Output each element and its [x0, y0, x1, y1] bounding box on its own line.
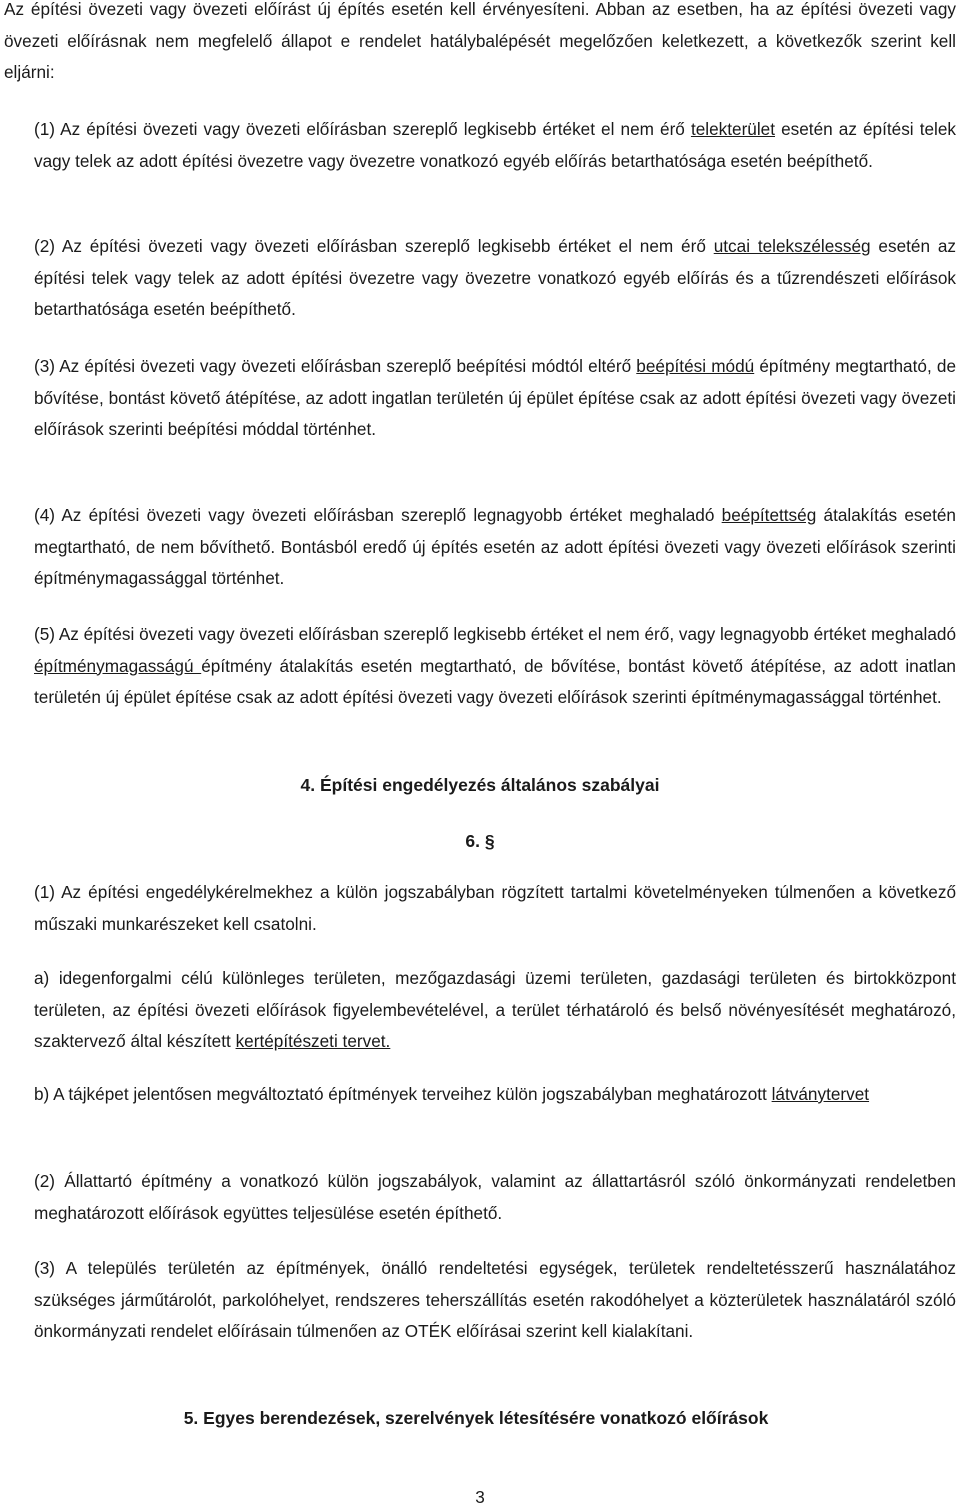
paragraph-1 — [4, 114, 956, 177]
page-number: 3 — [475, 1487, 485, 1507]
term-beepitesi-modu: beépítési módú — [636, 356, 755, 376]
paragraph-3-text: (3) Az építési övezeti vagy övezeti előírásban szereplő beépítési módtól eltérő — [34, 356, 637, 376]
term-beepitettseg: beépítettség — [721, 505, 817, 525]
paragraph-5 — [4, 619, 956, 714]
section-4-heading: 4. Építési engedélyezés általános szabályai — [300, 775, 660, 795]
s6-point-2-text: (2) Állattartó építmény a vonatkozó külön jogszabályok, valamint az állattartásról szóló önkormányzati rendeletben meghatározott előírások együttes teljesülése esetén építhető. — [34, 1171, 956, 1223]
s6-point-1-text: (1) Az építési engedélykérelmekhez a külön jogszabályban rögzített tartalmi követelményeken túlmenően a következő műszaki munkarészeket kell csatolni. — [34, 882, 956, 934]
s6-point-1b-text: b) A tájképet jelentősen megváltoztató építmények terveihez külön jogszabályban meghatározott — [34, 1084, 772, 1104]
paragraph-2-text-end: esetén az építési telek vagy telek az adott építési övezetre vagy övezetre vonatkozó egyéb előírás és a tűzrendészeti előírások betarthatósága esetén beépíthető. — [34, 236, 956, 319]
s6-point-1b — [4, 1079, 956, 1111]
section-5-heading: 5. Egyes berendezések, szerelvények létesítésére vonatkozó előírások — [183, 1408, 769, 1428]
s6-point-1a-text: a) idegenforgalmi célú különleges területen, mezőgazdasági üzemi területen, gazdasági területen és birtokközpont területen, az építési övezeti előírások figyelembevételével, a terület térhatároló és belső növényesítését meghatározó, szaktervező által készített — [34, 968, 956, 1051]
term-kertepiteszeti-terv: kertépítészeti tervet. — [235, 1031, 391, 1051]
paragraph-2 — [4, 231, 956, 326]
paragraph-4-text-end: átalakítás esetén megtartható, de nem bővíthető. Bontásból eredő új építés esetén az adott építési övezeti vagy övezeti előírások szerinti építménymagassággal történhet. — [34, 505, 956, 588]
s6-point-3 — [4, 1253, 956, 1348]
term-telekterulet: telekterület — [690, 119, 776, 139]
s6-point-1 — [4, 877, 956, 940]
paragraph-5-text: (5) Az építési övezeti vagy övezeti előírásban szereplő legkisebb értéket el nem érő, vagy legnagyobb értéket meghaladó — [34, 624, 956, 644]
intro-paragraph — [4, 0, 956, 89]
paragraph-1-text: (1) Az építési övezeti vagy övezeti előírásban szereplő legkisebb értéket el nem érő — [34, 119, 691, 139]
paragraph-4 — [4, 500, 956, 595]
paragraph-2-text: (2) Az építési övezeti vagy övezeti előírásban szereplő legkisebb értéket el nem érő — [34, 236, 714, 256]
term-utcai-telekszelesseg: utcai telekszélesség — [713, 236, 871, 256]
paragraph-5-text-end: építmény átalakítás esetén megtartható, de bővítése, bontást követő átépítése, az adott inatlan területén új épület építése csak az adott építési övezeti vagy övezeti előírások szerinti építménymagassággal történhet. — [34, 655, 956, 707]
paragraph-1-text-end: esetén az építési telek vagy telek az adott építési övezetre vagy övezetre vonatkozó egyéb előírás betarthatósága esetén beépíthető. — [34, 119, 956, 171]
term-epitmenymagassagu: építménymagasságú — [34, 655, 202, 676]
paragraph-4-text: (4) Az építési övezeti vagy övezeti előírásban szereplő legnagyobb értéket meghaladó — [34, 505, 722, 525]
s6-point-2 — [4, 1166, 956, 1229]
s6-point-3-text: (3) A település területén az építmények, önálló rendeltetési egységek, területek rendeltetésszerű használatához szükséges járműtárolót, parkolóhelyet, rendszeres teherszállítás esetén rakodóhelyet a közterületek használatáról szóló önkormányzati rendelet előírásain túlmenően az OTÉK előírásai szerint kell kialakítani. — [34, 1258, 956, 1341]
s6-point-1a — [4, 963, 956, 1058]
paragraph-3-text-end: építmény megtartható, de bővítése, bontást követő átépítése, az adott ingatlan területén új épület építése csak az adott építési övezeti vagy övezeti előírások szerinti beépítési móddal történhet. — [34, 356, 957, 439]
paragraph-3 — [4, 351, 956, 446]
intro-text: Az építési övezeti vagy övezeti előírást új építés esetén kell érvényesíteni. Abban az esetben, ha az építési övezeti vagy övezeti előírásnak nem megfelelő állapot e rendelet hatálybalépését megelőzően keletkezett, a következők szerint kell eljárni: — [4, 0, 956, 82]
section-6-paragraph-symbol: 6. § — [465, 831, 495, 851]
term-latvanyterv: látványtervet — [771, 1084, 870, 1104]
